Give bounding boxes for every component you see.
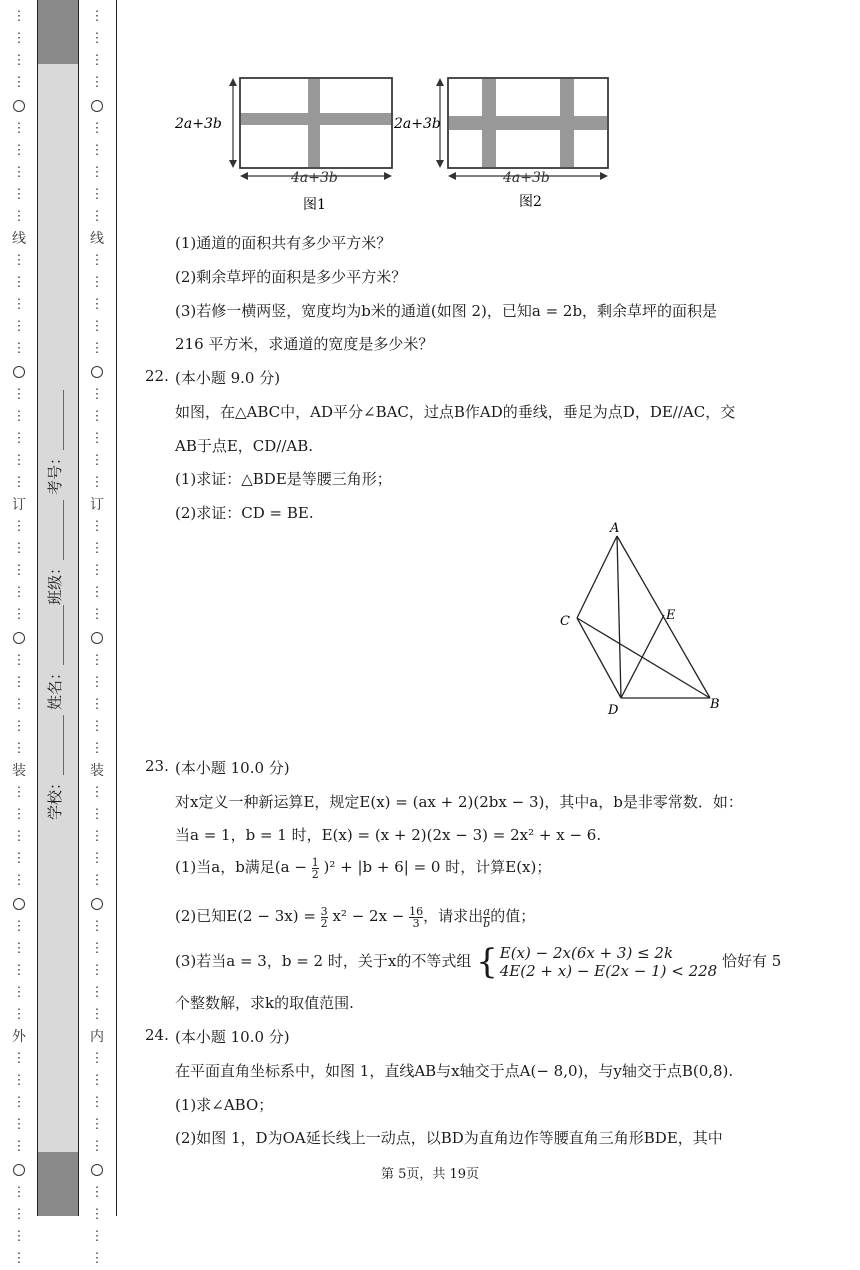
margin-char: 订	[90, 497, 104, 513]
q24-part2: (2)如图 1，D为OA延长线上一动点，以BD为直角边作等腰直角三角形BDE，其中	[175, 1129, 723, 1147]
circle-mark	[13, 100, 25, 112]
q21-part3-line2: 216 平方米，求通道的宽度是多少米？	[175, 335, 434, 353]
fig1-height-label: 2a+3b	[175, 116, 222, 132]
q24-number: 24.	[145, 1026, 169, 1044]
q23-part3	[175, 944, 781, 980]
margin-char: 装	[90, 763, 104, 779]
q21-part2: (2)剩余草坪的面积是多少平方米？	[175, 268, 407, 286]
fraction-den: b	[483, 916, 491, 930]
fig1-caption: 图1	[303, 197, 326, 213]
fraction-den: 3	[412, 916, 420, 930]
margin-char: 线	[90, 231, 104, 247]
circle-mark	[13, 366, 25, 378]
fraction-den: 2	[311, 867, 319, 881]
outer-dotted-column: ⋮ ⋮ ⋮ ⋮ ⋮ ⋮ ⋮ ⋮ ⋮ 线 ⋮ ⋮ ⋮ ⋮ ⋮ ⋮ ⋮ ⋮ ⋮ ⋮ 订 ⋮ ⋮ ⋮ ⋮ ⋮ ⋮ ⋮ ⋮ ⋮ ⋮ 装 ⋮ ⋮ ⋮ ⋮ ⋮ ⋮ ⋮ ⋮ ⋮ ⋮ 外 ⋮ ⋮ ⋮ ⋮ ⋮ ⋮ ⋮ ⋮ ⋮	[12, 9, 26, 1266]
class-field: 班级：________	[46, 499, 64, 605]
circle-mark	[91, 632, 103, 644]
fig2-caption: 图2	[519, 194, 542, 210]
margin-char: 外	[12, 1029, 26, 1045]
q22-stem-line2: AB于点E，CD//AB.	[175, 437, 314, 455]
fraction-num: 3	[320, 904, 328, 918]
q23-p1-post: )² + |b + 6| = 0 时，计算E(x)；	[323, 858, 552, 876]
q23-stem-line1: 对x定义一种新运算E，规定E(x) = (ax + 2)(2bx − 3)，其中a，b是非零常数．如：	[175, 793, 743, 811]
fraction-num: 1	[311, 855, 319, 869]
q24-score: (本小题 10.0 分)	[175, 1028, 290, 1046]
q22-part2: (2)求证：CD = BE.	[175, 504, 314, 522]
q23-p2-mid: x² − 2x −	[332, 907, 405, 925]
point-a-label: A	[610, 522, 620, 536]
q23-number: 23.	[145, 757, 169, 775]
q22-part1: (1)求证：△BDE是等腰三角形；	[175, 470, 392, 488]
margin-line	[116, 0, 117, 1216]
circle-mark	[91, 100, 103, 112]
student-info	[44, 390, 72, 820]
page-footer: 第 5页，共 19页	[380, 1167, 480, 1182]
fig1-width-label: 4a+3b	[291, 170, 338, 186]
margin-char: 订	[12, 497, 26, 513]
q23-p2-post: ，请求出	[423, 907, 484, 925]
lawn-figures	[165, 70, 625, 220]
circle-mark	[13, 898, 25, 910]
margin-line	[78, 0, 79, 1216]
fraction-den: 2	[320, 916, 328, 930]
fraction-num: a	[483, 904, 490, 918]
inequality-2: 4E(2 + x) − E(2x − 1) < 228	[499, 962, 718, 980]
q24-part1: (1)求∠ABO；	[175, 1096, 274, 1114]
gray-strip-top	[38, 0, 78, 64]
q22-number: 22.	[145, 367, 169, 385]
gray-strip-bottom	[38, 1152, 78, 1216]
q23-stem-line2: 当a = 1，b = 1 时，E(x) = (x + 2)(2x − 3) = 2x² + x − 6.	[175, 826, 602, 844]
number-field: 考号：________	[46, 389, 64, 495]
fraction-num: 16	[409, 904, 424, 918]
margin-char: 装	[12, 763, 26, 779]
fig2-width-label: 4a+3b	[503, 170, 550, 186]
triangle-figure	[550, 522, 730, 717]
q21-part3-line1: (3)若修一横两竖，宽度均为b米的通道(如图 2)，已知a = 2b，剩余草坪的面积是	[175, 302, 718, 320]
name-field: 姓名：________	[46, 604, 64, 710]
fig2-height-label: 2a+3b	[394, 116, 441, 132]
fraction	[321, 906, 328, 929]
point-d-label: D	[608, 703, 619, 717]
figure-2	[393, 78, 608, 210]
point-c-label: C	[560, 614, 570, 629]
point-e-label: E	[666, 608, 676, 623]
q23-p3-pre: (3)若当a = 3，b = 2 时，关于x的不等式组	[175, 952, 472, 970]
q23-part2	[175, 905, 535, 929]
q23-score: (本小题 10.0 分)	[175, 759, 290, 777]
q23-part3-line2: 个整数解，求k的取值范围.	[175, 994, 354, 1012]
q22-score: (本小题 9.0 分)	[175, 369, 281, 387]
q23-part1	[175, 856, 551, 880]
school-field: 学校：________	[46, 714, 64, 820]
fraction	[409, 906, 423, 929]
q22-stem-line1: 如图，在△ABC中，AD平分∠BAC，过点B作AD的垂线，垂足为点D，DE//AC，交	[175, 403, 736, 421]
margin-char: 线	[12, 231, 26, 247]
q23-p1-pre: (1)当a，b满足(a −	[175, 858, 307, 876]
margin-char: 内	[90, 1029, 104, 1045]
q23-p2-end: 的值；	[490, 907, 536, 925]
inner-dotted-column: ⋮ ⋮ ⋮ ⋮ ⋮ ⋮ ⋮ ⋮ ⋮ 线 ⋮ ⋮ ⋮ ⋮ ⋮ ⋮ ⋮ ⋮ ⋮ ⋮ 订 ⋮ ⋮ ⋮ ⋮ ⋮ ⋮ ⋮ ⋮ ⋮ ⋮ 装 ⋮ ⋮ ⋮ ⋮ ⋮ ⋮ ⋮ ⋮ ⋮ ⋮ 内 ⋮ ⋮ ⋮ ⋮ ⋮ ⋮ ⋮ ⋮ ⋮	[90, 9, 104, 1266]
figure-1	[174, 78, 392, 213]
q21-part1: (1)通道的面积共有多少平方米？	[175, 234, 392, 252]
inequality-1: E(x) − 2x(6x + 3) ≤ 2k	[499, 944, 674, 962]
q23-p3-post: 恰好有 5	[721, 952, 782, 970]
q23-p2-pre: (2)已知E(2 − 3x) =	[175, 907, 316, 925]
circle-mark	[13, 632, 25, 644]
point-b-label: B	[710, 697, 720, 712]
circle-mark	[91, 366, 103, 378]
q24-stem-line1: 在平面直角坐标系中，如图 1，直线AB与x轴交于点A(− 8,0)，与y轴交于点B(0,8).	[175, 1062, 734, 1080]
inequality-system: { E(x) − 2x(6x + 3) ≤ 2k 4E(2 + x) − E(2x − 1) < 228	[476, 942, 718, 982]
binding-margin	[0, 0, 118, 1266]
circle-mark	[91, 898, 103, 910]
fraction	[312, 857, 319, 880]
